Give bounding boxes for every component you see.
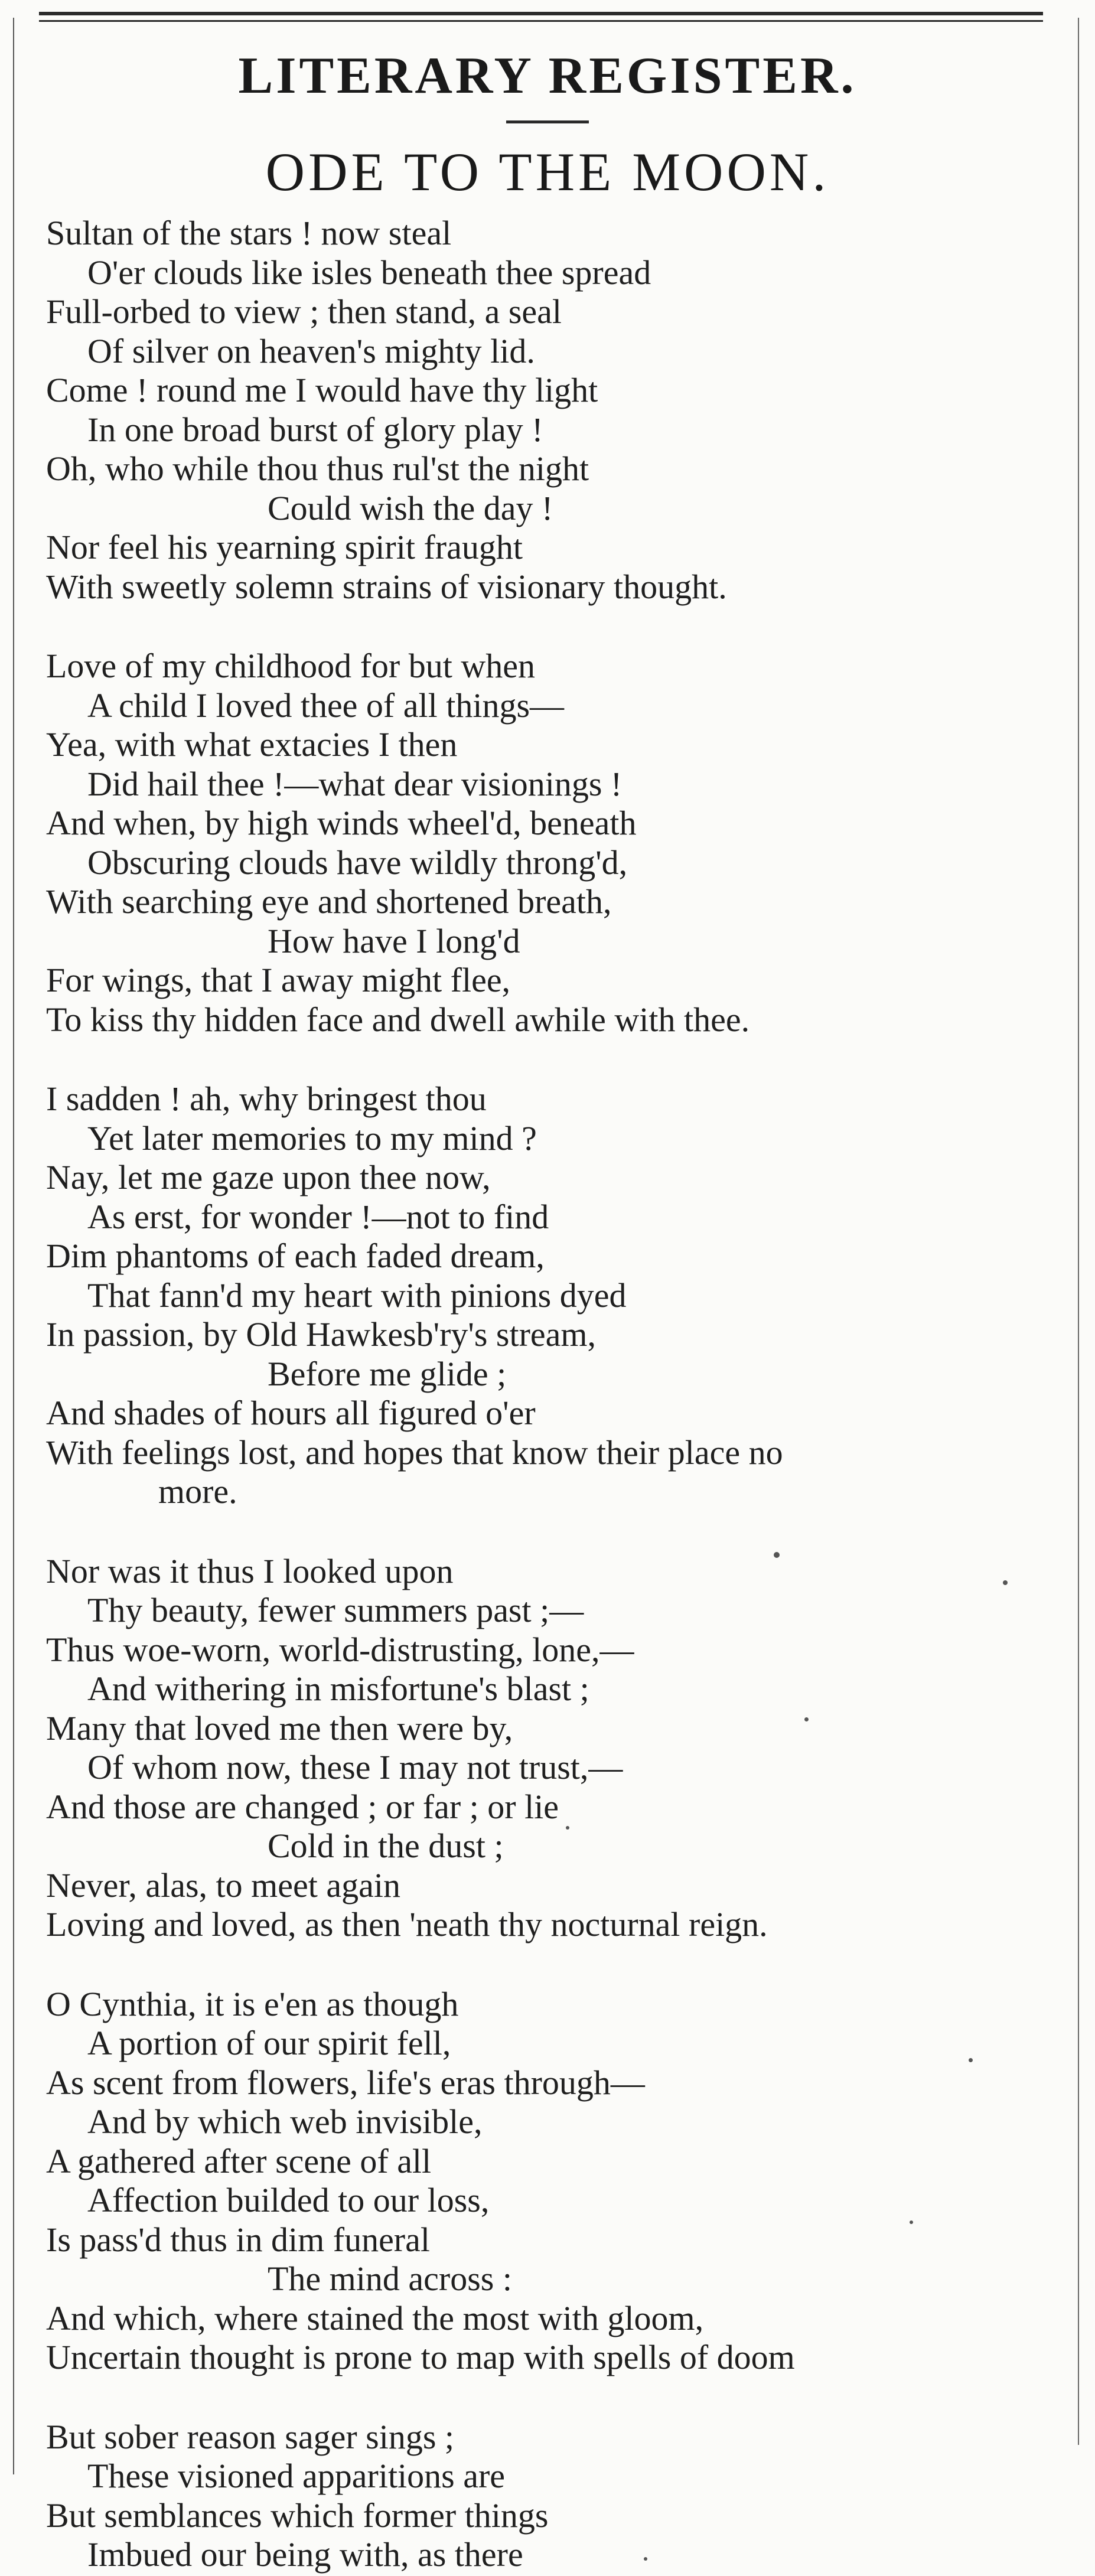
poem-line: O Cynthia, it is e'en as though — [46, 1984, 459, 2023]
poem-line: With feelings lost, and hopes that know their place no — [46, 1433, 783, 1472]
poem-line: Before me glide ; — [268, 1354, 507, 1393]
poem-line: And shades of hours all figured o'er — [46, 1394, 536, 1432]
poem-line: Did hail thee !—what dear visionings ! — [87, 764, 623, 803]
poem-line: Could wish the day ! — [268, 488, 553, 527]
print-speck — [969, 2058, 973, 2062]
poem-line: And when, by high winds wheel'd, beneath — [46, 804, 637, 842]
poem-line: As erst, for wonder !—not to find — [87, 1197, 549, 1236]
poem-line: Imbued our being with, as there — [87, 2535, 523, 2574]
poem-line: Nor was it thus I looked upon — [46, 1551, 454, 1590]
poem-line: Affection builded to our loss, — [87, 2181, 490, 2219]
poem-line: But sober reason sager sings ; — [46, 2417, 455, 2456]
print-speck — [910, 2220, 913, 2224]
poem-line: These visioned apparitions are — [87, 2457, 506, 2495]
poem-line: To kiss thy hidden face and dwell awhile with thee. — [46, 1000, 750, 1039]
stanza-gap — [46, 606, 1074, 647]
poem-line: Nor feel his yearning spirit fraught — [46, 528, 523, 566]
print-speck — [566, 1826, 569, 1830]
poem-line: Thus woe-worn, world-distrusting, lone,— — [46, 1630, 634, 1669]
poem-line: Uncertain thought is prone to map with spells of doom — [46, 2338, 795, 2376]
poem-line: Come ! round me I would have thy light — [46, 371, 598, 409]
stanza — [46, 214, 1074, 606]
stanza-gap — [46, 1039, 1074, 1080]
poem-line: Of silver on heaven's mighty lid. — [87, 331, 535, 370]
poem-title: ODE TO THE MOON. — [265, 142, 830, 202]
poem-line: Never, alas, to meet again — [46, 1866, 400, 1905]
stanza — [46, 2418, 1074, 2575]
top-double-rule — [39, 12, 1043, 15]
print-speck — [804, 1717, 809, 1721]
poem-line: That fann'd my heart with pinions dyed — [87, 1276, 627, 1315]
poem-line: And withering in misfortune's blast ; — [87, 1669, 589, 1708]
poem-line: Full-orbed to view ; then stand, a seal — [46, 292, 562, 331]
poem-line: And which, where stained the most with gloom, — [46, 2298, 704, 2337]
column-rule-right — [1078, 18, 1079, 2445]
poem-line: For wings, that I away might flee, — [46, 961, 511, 999]
poem-line: Yet later memories to my mind ? — [87, 1119, 537, 1157]
stanza-gap — [46, 1512, 1074, 1552]
poem-line: Sultan of the stars ! now steal — [46, 214, 452, 252]
poem-line: Oh, who while thou thus rul'st the night — [46, 449, 589, 488]
poem-line: Loving and loved, as then 'neath thy nocturnal reign. — [46, 1905, 768, 1944]
poem-line: A gathered after scene of all — [46, 2141, 432, 2180]
poem-line: Of whom now, these I may not trust,— — [87, 1748, 623, 1786]
poem-line: With searching eye and shortened breath, — [46, 882, 612, 921]
poem-line: Nay, let me gaze upon thee now, — [46, 1158, 491, 1196]
poem-body — [46, 214, 1074, 2575]
section-title: LITERARY REGISTER. — [238, 47, 857, 105]
poem-line: But semblances which former things — [46, 2496, 549, 2535]
top-double-rule-inner — [39, 20, 1043, 22]
poem-line: A portion of our spirit fell, — [87, 2024, 451, 2062]
print-speck — [774, 1552, 780, 1558]
poem-line: Dim phantoms of each faded dream, — [46, 1237, 545, 1275]
poem-line: I sadden ! ah, why bringest thou — [46, 1080, 487, 1118]
poem-line: Obscuring clouds have wildly throng'd, — [87, 843, 628, 882]
poem-line: The mind across : — [268, 2259, 512, 2298]
poem-line: With sweetly solemn strains of visionary thought. — [46, 567, 727, 606]
poem-line: As scent from flowers, life's eras through— — [46, 2063, 645, 2102]
stanza-gap — [46, 2378, 1074, 2418]
poem-line: And those are changed ; or far ; or lie — [46, 1787, 559, 1826]
print-speck — [644, 2557, 647, 2561]
poem-line: Yea, with what extacies I then — [46, 725, 458, 764]
stanza — [46, 1080, 1074, 1512]
poem-line: How have I long'd — [268, 921, 520, 960]
poem-line: Thy beauty, fewer summers past ;— — [87, 1591, 584, 1629]
poem-line: Is pass'd thus in dim funeral — [46, 2220, 430, 2259]
stanza-gap — [46, 1945, 1074, 1985]
poem-line: Cold in the dust ; — [268, 1827, 504, 1865]
poem-line: In passion, by Old Hawkesb'ry's stream, — [46, 1315, 597, 1354]
stanza — [46, 647, 1074, 1039]
poem-line: Many that loved me then were by, — [46, 1708, 513, 1747]
title-divider — [506, 120, 589, 123]
poem-line: Love of my childhood for but when — [46, 647, 535, 685]
column-rule-left — [13, 18, 14, 2474]
poem-line: A child I loved thee of all things— — [87, 686, 565, 725]
stanza — [46, 1985, 1074, 2378]
poem-line: O'er clouds like isles beneath thee spread — [87, 253, 651, 292]
poem-line: And by which web invisible, — [87, 2102, 483, 2141]
print-speck — [1003, 1580, 1008, 1585]
stanza — [46, 1552, 1074, 1945]
poem-line: more. — [158, 1472, 237, 1511]
poem-line: In one broad burst of glory play ! — [87, 410, 543, 449]
